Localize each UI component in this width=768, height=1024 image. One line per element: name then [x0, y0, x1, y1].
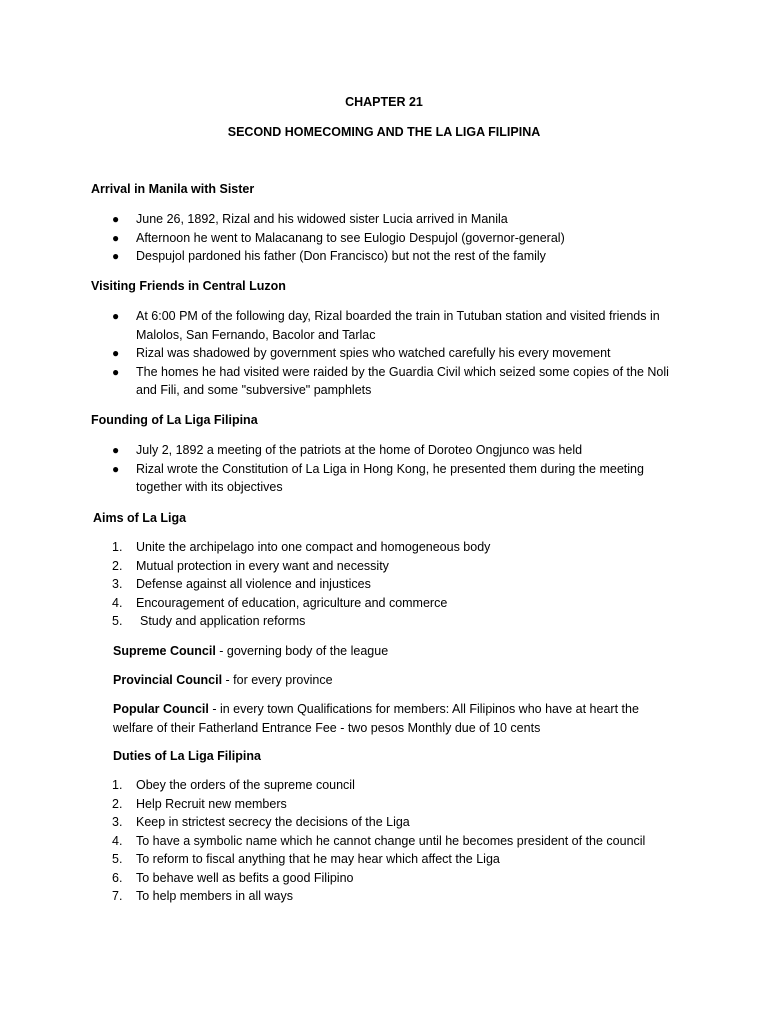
list-item: ● Despujol pardoned his father (Don Francisco) but not the rest of the family — [91, 247, 691, 266]
bullet-icon: ● — [112, 212, 120, 226]
popular-council-paragraph: Popular Council - in every town Qualifications for members: All Filipinos who have at heart the welfare of their Fatherland Entrance Fee - two pesos Monthly due of 10 cents — [113, 702, 639, 735]
bullet-icon: ● — [112, 443, 120, 457]
bullet-icon: ● — [112, 230, 120, 245]
list-item: 2. Help Recruit new members — [112, 796, 287, 811]
list-item: ● June 26, 1892, Rizal and his widowed sister Lucia arrived in Manila — [91, 210, 691, 229]
section-heading-founding: Founding of La Liga Filipina — [91, 413, 258, 427]
supreme-council-paragraph: Supreme Council - governing body of the league — [113, 644, 389, 658]
list-item: 3. Keep in strictest secrecy the decisions of the Liga — [112, 815, 410, 829]
list-item: ● Rizal was shadowed by government spies who watched carefully his every movement — [91, 344, 691, 363]
list-item: 4. To have a symbolic name which he cannot change until he becomes president of the council — [112, 833, 646, 848]
section-heading-aims: Aims of La Liga — [93, 511, 187, 525]
list-item: 5. To reform to fiscal anything that he may hear which affect the Liga — [112, 852, 500, 866]
provincial-council-paragraph: Provincial Council - for every province — [113, 673, 333, 687]
bullet-icon: ● — [112, 461, 120, 476]
section-heading-visiting: Visiting Friends in Central Luzon — [91, 279, 286, 293]
list-item: ● At 6:00 PM of the following day, Rizal boarded the train in Tutuban station and visited friends in Malolos, San Fernando, Bacolor and Tarlac — [112, 309, 660, 342]
list-item: ● The homes he had visited were raided by the Guardia Civil which seized some copies of the Noli and Fili, and some "subversive" pamphlets — [112, 364, 669, 397]
bullet-icon: ● — [112, 309, 120, 323]
arrival-list — [91, 210, 691, 266]
list-item: 1. Obey the orders of the supreme council — [112, 778, 355, 792]
section-heading-arrival: Arrival in Manila with Sister — [91, 182, 255, 196]
list-item: 2. Mutual protection in every want and necessity — [112, 558, 389, 573]
list-item: 3. Defense against all violence and injustices — [112, 577, 371, 591]
bullet-icon: ● — [112, 249, 120, 263]
list-item: 5. Study and application reforms — [112, 614, 306, 628]
list-item: ● Rizal wrote the Constitution of La Liga in Hong Kong, he presented them during the meeting together with its objectives — [112, 461, 644, 494]
list-item: 6. To behave well as befits a good Filipino — [112, 870, 354, 885]
aims-list — [91, 538, 691, 631]
list-item: 4. Encouragement of education, agriculture and commerce — [112, 595, 448, 610]
list-item: ● Afternoon he went to Malacanang to see Eulogio Despujol (governor-general) — [91, 229, 691, 248]
founding-list — [91, 441, 691, 497]
duties-list — [91, 776, 691, 906]
section-heading-duties: Duties of La Liga Filipina — [113, 749, 261, 763]
chapter-title: SECOND HOMECOMING AND THE LA LIGA FILIPINA — [227, 125, 541, 139]
chapter-number: CHAPTER 21 — [345, 95, 423, 109]
visiting-list — [91, 307, 691, 400]
list-item: ● July 2, 1892 a meeting of the patriots at the home of Doroteo Ongjunco was held — [91, 441, 691, 460]
bullet-icon: ● — [112, 346, 120, 360]
list-item: 7. To help members in all ways — [112, 889, 294, 903]
list-item: 1. Unite the archipelago into one compact and homogeneous body — [112, 540, 491, 554]
bullet-icon: ● — [112, 364, 120, 379]
